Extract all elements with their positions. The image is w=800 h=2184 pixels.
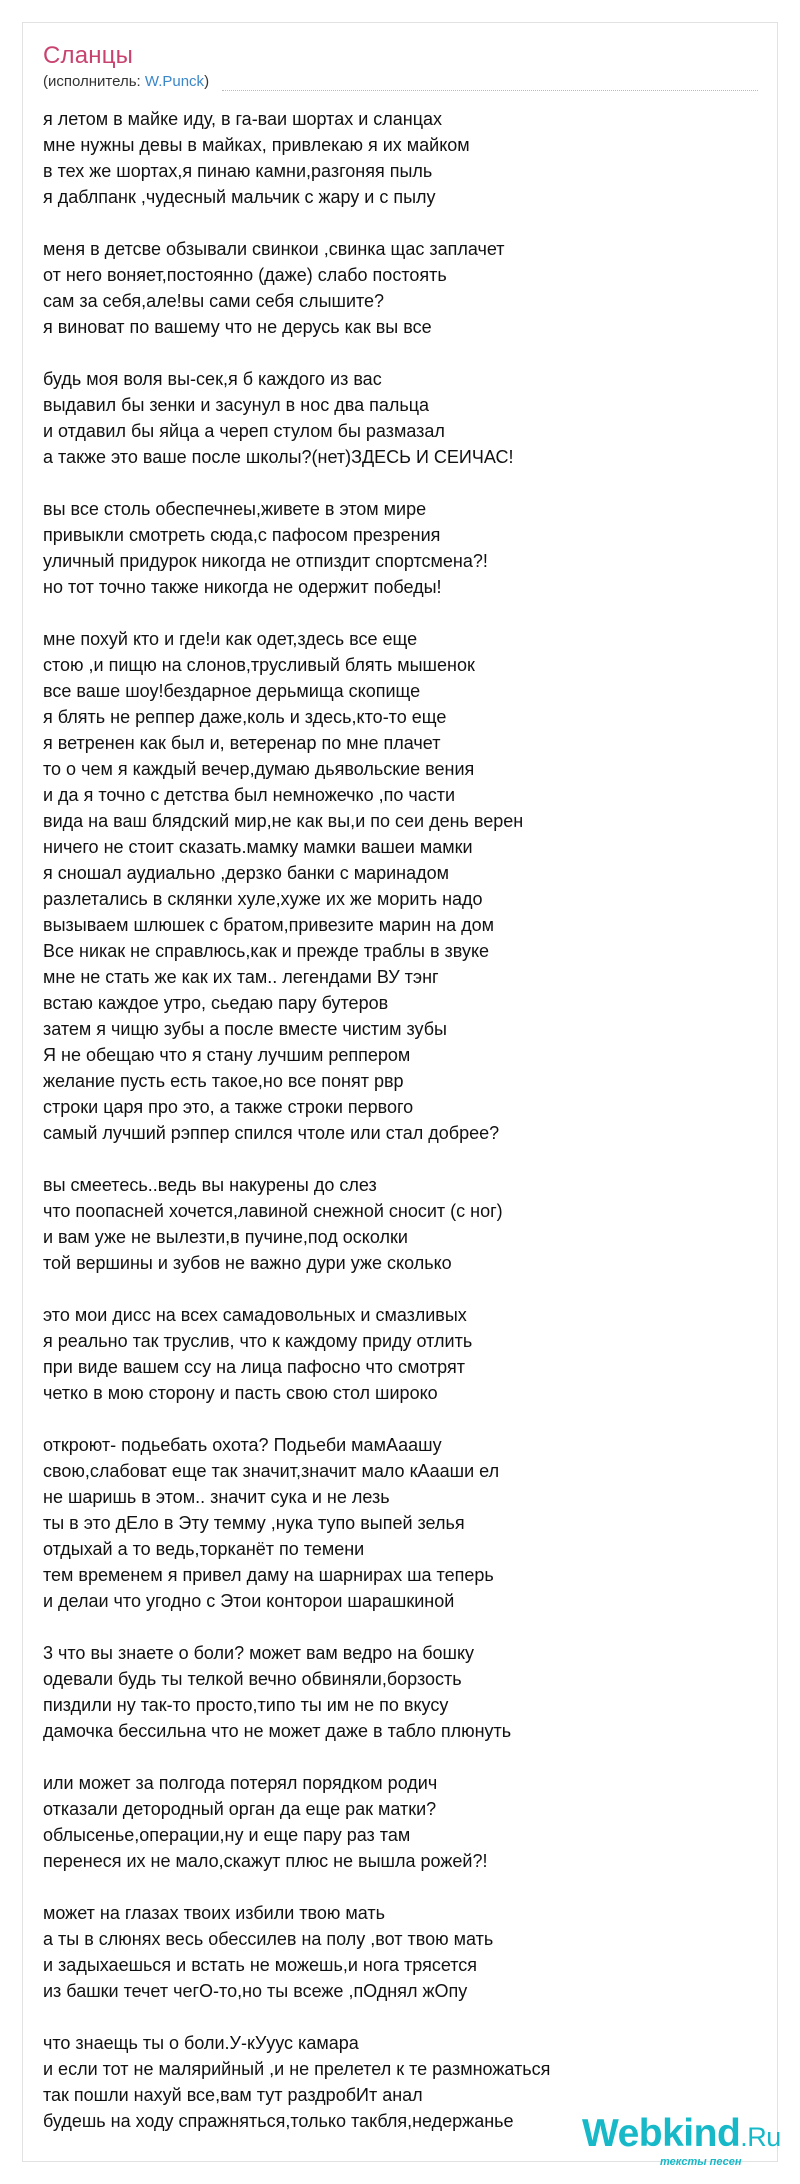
- lyric-line: привыкли смотреть сюда,с пафосом презрения: [43, 525, 441, 545]
- lyric-line: но тот точно также никогда не одержит победы!: [43, 577, 442, 597]
- lyric-line: отдыхай а то ведь,торканёт по темени: [43, 1539, 365, 1559]
- lyric-line: и делаи что угодно с Этои конторои шарашкиной: [43, 1591, 455, 1611]
- lyric-line: 3 что вы знаете о боли? может вам ведро на бошку: [43, 1643, 475, 1663]
- lyric-line: разлетались в склянки хуле,хуже их же морить надо: [43, 889, 483, 909]
- lyric-line: одевали будь ты телкой вечно обвиняли,борзость: [43, 1669, 462, 1689]
- lyric-line: это мои дисс на всех самадовольных и смазливых: [43, 1305, 467, 1325]
- lyric-line: тем временем я привел даму на шарнирах ша теперь: [43, 1565, 494, 1585]
- lyric-line: я сношал аудиально ,дерзко банки с маринадом: [43, 863, 450, 883]
- lyric-line: то о чем я каждый вечер,думаю дьявольские вения: [43, 759, 475, 779]
- lyric-line: будь моя воля вы-сек,я б каждого из вас: [43, 369, 382, 389]
- lyric-line: так пошли нахуй все,вам тут раздробИт анал: [43, 2085, 423, 2105]
- lyrics-stanza: [43, 1640, 763, 1744]
- logo-wordmark: [582, 2112, 781, 2156]
- lyric-line: мне нужны девы в майках, привлекаю я их майком: [43, 135, 470, 155]
- lyric-line: а также это ваше после школы?(нет)ЗДЕСЬ И СЕИЧАС!: [43, 447, 514, 467]
- lyric-line: я ветренен как был и, ветеренар по мне плачет: [43, 733, 441, 753]
- lyric-line: и если тот не малярийный ,и не прелетел к те размножаться: [43, 2059, 551, 2079]
- lyric-line: от него воняет,постоянно (даже) слабо постоять: [43, 265, 447, 285]
- lyric-line: свою,слабоват еще так значит,значит мало кАааши ел: [43, 1461, 500, 1481]
- artist-link[interactable]: W.Punck: [144, 73, 205, 90]
- lyric-line: стою ,и пищю на слонов,трусливый блять мышенок: [43, 655, 475, 675]
- lyric-line: пиздили ну так-то просто,типо ты им не по вкусу: [43, 1695, 449, 1715]
- lyrics-stanza: [43, 366, 763, 470]
- lyric-line: вы смеетесь..ведь вы накурены до слез: [43, 1175, 377, 1195]
- logo-tld: .Ru: [740, 2122, 781, 2152]
- lyric-line: я реально так труслив, что к каждому приду отлить: [43, 1331, 473, 1351]
- lyric-line: откроют- подьебать охота? Подьеби мамАаашу: [43, 1435, 442, 1455]
- lyric-line: я блять не реппер даже,коль и здесь,кто-то еще: [43, 707, 447, 727]
- lyrics-stanza: [43, 1432, 763, 1614]
- lyric-line: меня в детсве обзывали свинкои ,свинка щас заплачет: [43, 239, 505, 259]
- lyrics-body: [43, 106, 763, 2160]
- lyrics-stanza: [43, 1900, 763, 2004]
- lyric-line: и отдавил бы яйца а череп стулом бы размазал: [43, 421, 445, 441]
- lyrics-stanza: [43, 626, 763, 1146]
- lyric-line: вызываем шлюшек с братом,привезите марин на дом: [43, 915, 494, 935]
- lyrics-stanza: [43, 106, 763, 210]
- lyric-line: и вам уже не вылезти,в пучине,под осколки: [43, 1227, 408, 1247]
- lyric-line: отказали детородный орган да еще рак матки?: [43, 1799, 437, 1819]
- lyric-line: уличный придурок никогда не отпиздит спортсмена?!: [43, 551, 488, 571]
- lyrics-stanza: [43, 1302, 763, 1406]
- logo-tagline: тексты песен: [660, 2156, 742, 2168]
- logo-name: Webkind: [582, 2112, 741, 2155]
- lyric-line: желание пусть есть такое,но все понят рвр: [43, 1071, 404, 1091]
- lyric-line: из башки течет чегО-то,но ты всеже ,пОднял жОпу: [43, 1981, 468, 2001]
- lyric-line: вида на ваш блядский мир,не как вы,и по сеи день верен: [43, 811, 524, 831]
- artist-line: [43, 73, 209, 90]
- lyric-line: вы все столь обеспечнеы,живете в этом мире: [43, 499, 427, 519]
- lyric-line: ничего не стоит сказать.мамку мамки вашеи мамки: [43, 837, 473, 857]
- lyrics-stanza: [43, 236, 763, 340]
- lyric-line: все ваше шоу!бездарное дерьмища скопище: [43, 681, 421, 701]
- lyric-line: ты в это дЕло в Эту темму ,нука тупо выпей зелья: [43, 1513, 465, 1533]
- header-divider: [222, 90, 758, 91]
- lyric-line: мне не стать же как их там.. легендами ВУ тэнг: [43, 967, 439, 987]
- lyrics-stanza: [43, 496, 763, 600]
- lyric-line: при виде вашем ссу на лица пафосно что смотрят: [43, 1357, 465, 1377]
- lyric-line: самый лучший рэппер спился чтоле или стал добрее?: [43, 1123, 500, 1143]
- lyric-line: облысенье,операции,ну и еще пару раз там: [43, 1825, 411, 1845]
- lyric-line: и задыхаешься и встать не можешь,и нога трясется: [43, 1955, 478, 1975]
- lyric-line: Я не обещаю что я стану лучшим реппером: [43, 1045, 411, 1065]
- lyric-line: и да я точно с детства был немножечко ,по части: [43, 785, 456, 805]
- lyric-line: может на глазах твоих избили твою мать: [43, 1903, 386, 1923]
- site-logo[interactable]: [580, 2112, 781, 2168]
- lyric-line: в тех же шортах,я пинаю камни,разгоняя пыль: [43, 161, 433, 181]
- lyric-line: сам за себя,але!вы сами себя слышите?: [43, 291, 385, 311]
- lyric-line: что поопасней хочется,лавиной снежной сносит (с ног): [43, 1201, 503, 1221]
- lyric-line: что знаещь ты о боли.У-кУуус камара: [43, 2033, 359, 2053]
- lyric-line: дамочка бессильна что не может даже в табло плюнуть: [43, 1721, 512, 1741]
- lyric-line: я виноват по вашему что не дерусь как вы все: [43, 317, 432, 337]
- lyric-line: я даблпанк ,чудесный мальчик с жару и с пылу: [43, 187, 436, 207]
- lyric-line: будешь на ходу спражняться,только такбля,недержанье: [43, 2111, 514, 2131]
- lyric-line: мне похуй кто и где!и как одет,здесь все еще: [43, 629, 418, 649]
- lyrics-stanza: [43, 1770, 763, 1874]
- lyric-line: встаю каждое утро, сьедаю пару бутеров: [43, 993, 389, 1013]
- lyric-line: не шаришь в этом.. значит сука и не лезь: [43, 1487, 390, 1507]
- lyric-line: или может за полгода потерял порядком родич: [43, 1773, 438, 1793]
- lyric-line: а ты в слюнях весь обессилев на полу ,вот твою мать: [43, 1929, 494, 1949]
- lyric-line: строки царя про это, а также строки первого: [43, 1097, 414, 1117]
- artist-prefix: (исполнитель:: [43, 73, 145, 90]
- lyric-line: Все никак не справлюсь,как и прежде траблы в звуке: [43, 941, 490, 961]
- song-title: Сланцы: [43, 42, 134, 69]
- lyric-line: выдавил бы зенки и засунул в нос два пальца: [43, 395, 430, 415]
- lyric-line: четко в мою сторону и пасть свою стол широко: [43, 1383, 438, 1403]
- lyric-line: я летом в майке иду, в га-ваи шортах и сланцах: [43, 109, 443, 129]
- lyric-line: перенеся их не мало,скажут плюс не вышла рожей?!: [43, 1851, 488, 1871]
- lyric-line: затем я чищю зубы а после вместе чистим зубы: [43, 1019, 447, 1039]
- artist-suffix: ): [204, 73, 210, 90]
- lyric-line: той вершины и зубов не важно дури уже сколько: [43, 1253, 452, 1273]
- lyrics-stanza: [43, 1172, 763, 1276]
